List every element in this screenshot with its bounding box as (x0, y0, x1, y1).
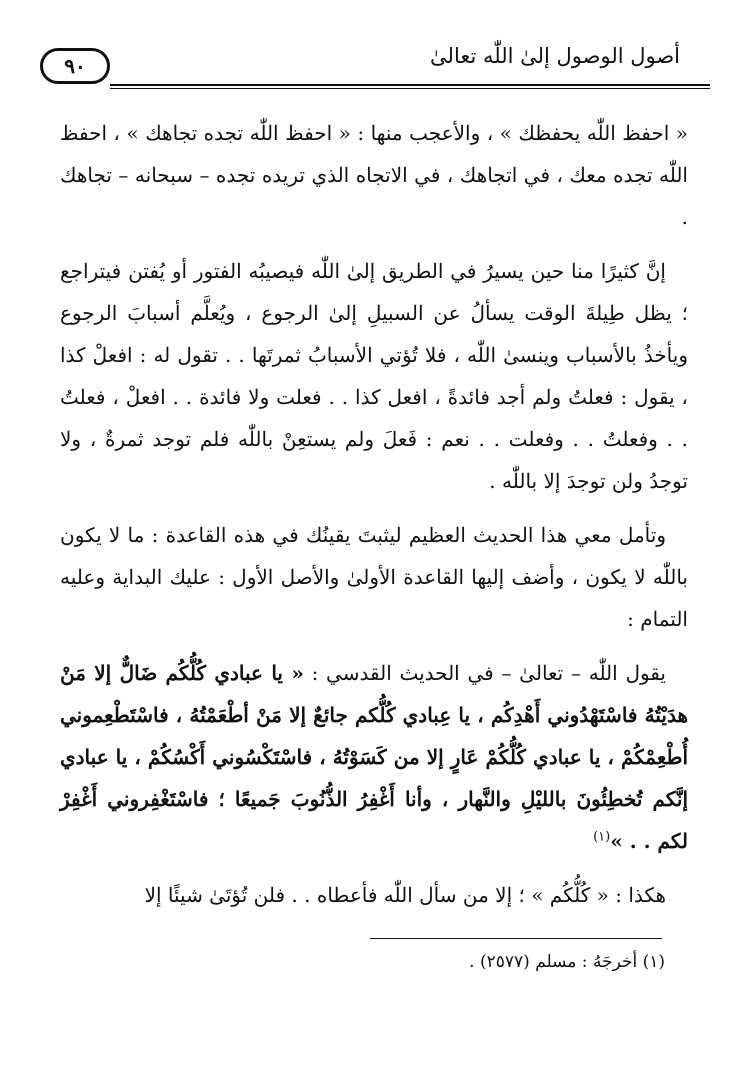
hadith-intro: يقول اللّٰه – تعالىٰ – في الحديث القدسي : (303, 661, 666, 685)
hadith-text: « يا عبادي كُلُّكُم ضَالٌّ إلا مَنْ هدَيْتُهُ فاسْتَهْدُوني أَهْدِكُم ، يا عِبادي كُلُّكم جائعٌ إلا مَنْ أطْعَمْتُهُ ، فاسْتَطْعِموني أُطْعِمْكُمْ ، يا عبادي كُلُّكُمْ عَارٍ إلا من كَسَوْتُهُ ، فاسْتَكْسُوني أَكْسُكُمْ ، يا عبادي إنَّكم تُخطِئُونَ بالليْلِ والنَّهار ، وأنا أَغْفِرُ الذُّنُوبَ جَميعًا ؛ فاسْتَغْفِروني أَغْفِرْ لكم . . » (60, 661, 688, 853)
paragraph-4 (60, 652, 688, 862)
page-header (40, 38, 710, 98)
paragraph-5: هكذا : « كُلُّكُم » ؛ إلا من سأل اللّٰه فأعطاه . . فلن تُؤتَىٰ شيئًا إلا (144, 883, 666, 907)
footnote-ref: (١) (593, 829, 611, 845)
header-rule-thin (110, 88, 710, 89)
footnote-rule (370, 938, 662, 939)
book-title: أصول الوصول إلىٰ اللّٰه تعالىٰ (430, 44, 680, 68)
header-rule (110, 84, 710, 86)
paragraph-3: وتأمل معي هذا الحديث العظيم ليثبتَ يقينُك في هذه القاعدة : ما لا يكون باللّٰه لا يكون ، وأضف إليها القاعدة الأولىٰ والأصل الأول : عليك البداية وعليه التمام : (60, 523, 688, 631)
paragraph-2: إنَّ كثيرًا منا حين يسيرُ في الطريق إلىٰ اللّٰه فيصيبُه الفتور أو يُفتن فيتراجع ؛ يظل طِيلةَ الوقت يسألُ عن السبيلِ إلىٰ الرجوع ، ويُعلَّم أسبابَ الرجوع ويأخذُ بالأسباب وينسىٰ اللّٰه ، فلا تُؤتي الأسبابُ ثمرتَها . . تقول له : افعلْ كذا ، يقول : فعلتُ ولم أجد فائدةً ، افعل كذا . . فعلت ولا فائدة . . افعلْ ، فعلتُ . . وفعلتُ . . وفعلت . . نعم : فَعلَ ولم يستعِنْ باللّٰه فلم توجد ثمرةٌ ، ولا توجدُ ولن توجدَ إلا باللّٰه . (60, 259, 688, 493)
page-body (60, 112, 688, 928)
footnote: (١) أخرجَهُ : مسلم (٢٥٧٧) . (469, 952, 665, 972)
page-number-badge (40, 48, 110, 84)
paragraph-1: « احفظ اللّٰه يحفظك » ، والأعجب منها : « احفظ اللّٰه تجده تجاهك » ، احفظ اللّٰه تجده معك ، في اتجاهك ، في الاتجاه الذي تريده تجده – سبحانه – تجاهك . (60, 121, 688, 229)
page-number: ٩٠ (64, 54, 86, 78)
